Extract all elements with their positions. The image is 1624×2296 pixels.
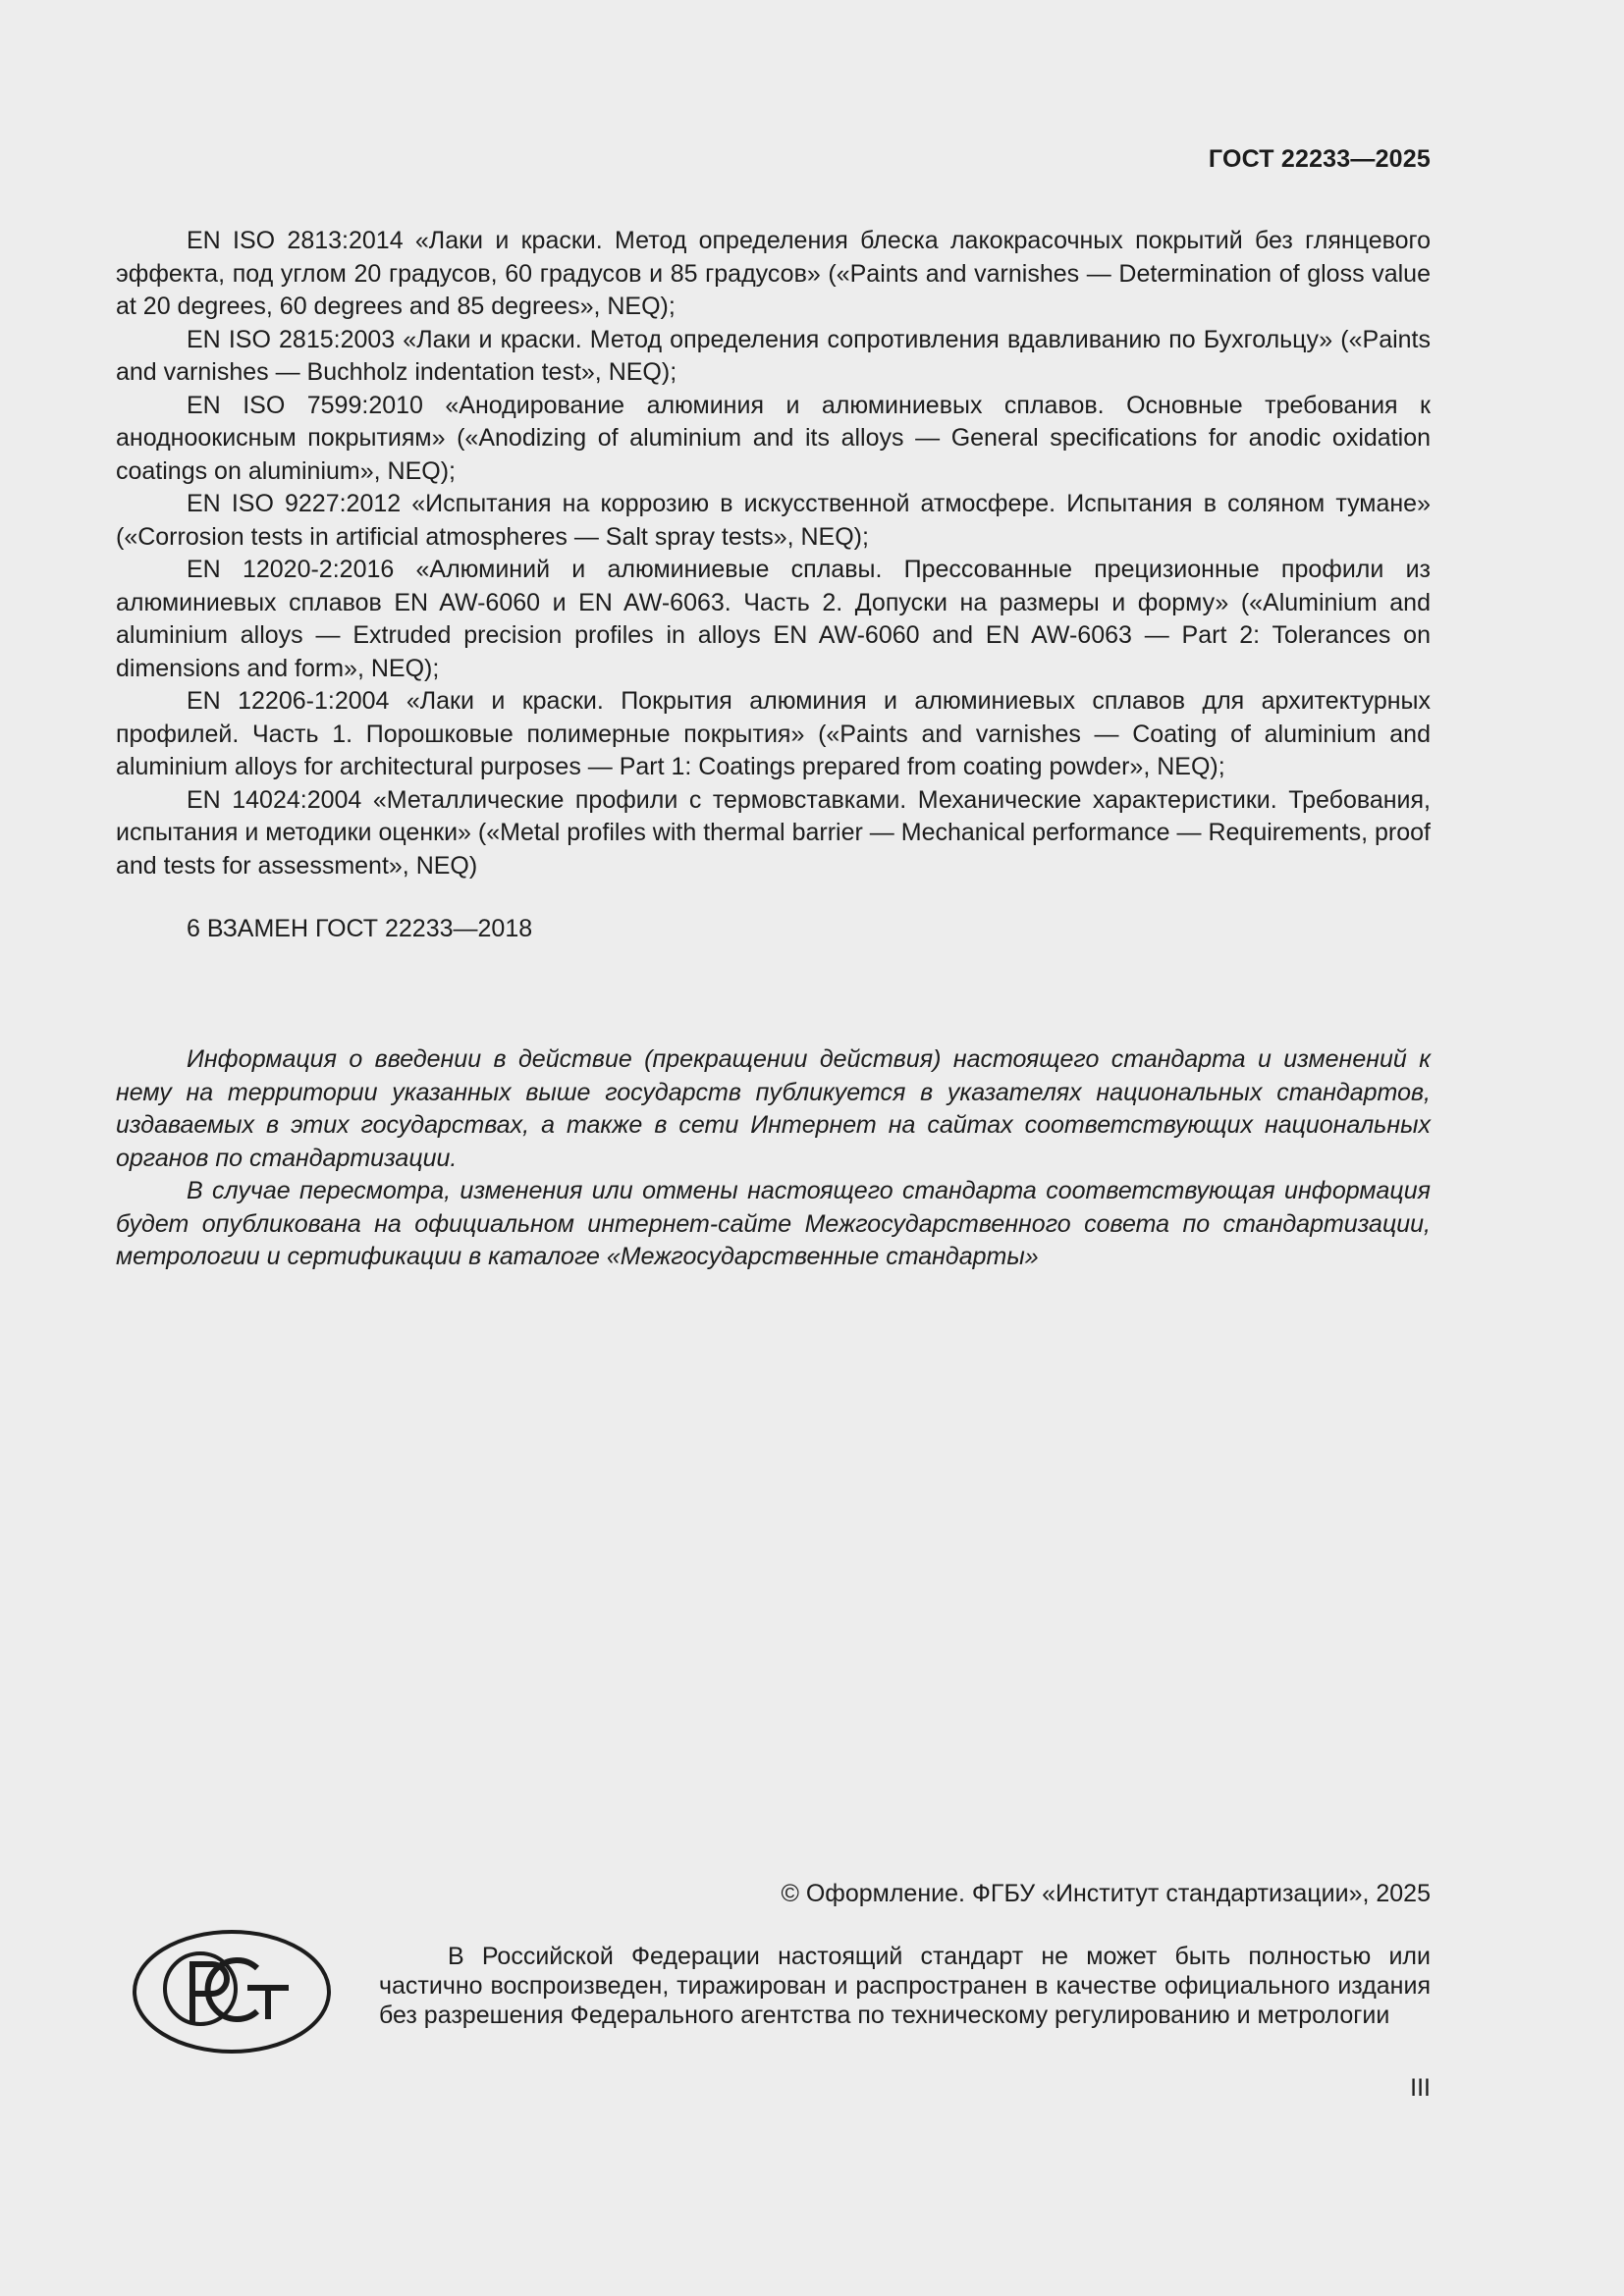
replaces-statement: 6 ВЗАМЕН ГОСТ 22233—2018 xyxy=(187,915,533,942)
reference-item: EN ISO 7599:2010 «Анодирование алюминия и алюминиевых сплавов. Основные требования к анодноокисным покрытиям» («Anodizing of aluminium and its alloys — General specifications for anodic oxidation coatings on aluminium», NEQ); xyxy=(116,391,1431,485)
reference-item: EN ISO 2813:2014 «Лаки и краски. Метод определения блеска лакокрасочных покрытий без глянцевого эффекта, под углом 20 градусов, 60 градусов и 85 градусов» («Paints and varnishes — Determination of gloss value at 20 degrees, 60 degrees and 85 degrees», NEQ); xyxy=(116,227,1431,320)
copyright-line: © Оформление. ФГБУ «Институт стандартизации», 2025 xyxy=(781,1880,1431,1907)
reference-item: EN 12020-2:2016 «Алюминий и алюминиевые сплавы. Прессованные прецизионные профили из алюминиевых сплавов EN AW-6060 и EN AW-6063. Часть 2. Допуски на размеры и форму» («Aluminium and aluminium alloys — Extruded precision profiles in alloys EN AW-6060 and EN AW-6063 — Part 2: Tolerances on dimensions and form», NEQ); xyxy=(116,556,1431,682)
document-code: ГОСТ 22233—2025 xyxy=(1208,145,1431,173)
rights-notice xyxy=(379,1942,1431,2030)
info-paragraph: Информация о введении в действие (прекращении действия) настоящего стандарта и изменений к нему на территории указанных выше государств публикуется в указателях национальных стандартов, издаваемых в этих государствах, а также в сети Интернет на сайтах соответствующих национальных органов по стандартизации. xyxy=(116,1045,1431,1172)
info-paragraph: В случае пересмотра, изменения или отмены настоящего стандарта соответствующая информация будет опубликована на официальном интернет-сайте Межгосударственного совета по стандартизации, метрологии и сертификации в каталоге «Межгосударственные стандарты» xyxy=(116,1177,1431,1270)
reference-item: EN ISO 9227:2012 «Испытания на коррозию в искусственной атмосфере. Испытания в соляном тумане» («Corrosion tests in artificial atmospheres — Salt spray tests», NEQ); xyxy=(116,490,1431,551)
reference-item: EN 12206-1:2004 «Лаки и краски. Покрытия алюминия и алюминиевых сплавов для архитектурных профилей. Часть 1. Порошковые полимерные покрытия» («Paints and varnishes — Coating of aluminium and aluminium alloys for architectural purposes — Part 1: Coatings prepared from coating powder», NEQ); xyxy=(116,687,1431,780)
rights-paragraph: В Российской Федерации настоящий стандарт не может быть полностью или частично воспроизведен, тиражирован и распространен в качестве официального издания без разрешения Федерального агентства по техническому регулированию и метрологии xyxy=(379,1943,1431,2029)
page-number: III xyxy=(1410,2074,1431,2102)
normative-references xyxy=(116,225,1431,882)
gost-r-certification-mark-icon xyxy=(132,1929,333,2055)
reference-item: EN 14024:2004 «Металлические профили с термовставками. Механические характеристики. Требования, испытания и методики оценки» («Metal profiles with thermal barrier — Mechanical performance — Requirements, proof and tests for assessment», NEQ) xyxy=(116,785,1431,880)
info-notice xyxy=(116,1043,1431,1274)
reference-item: EN ISO 2815:2003 «Лаки и краски. Метод определения сопротивления вдавливанию по Бухгольцу» («Paints and varnishes — Buchholz indentation test», NEQ); xyxy=(116,325,1431,386)
